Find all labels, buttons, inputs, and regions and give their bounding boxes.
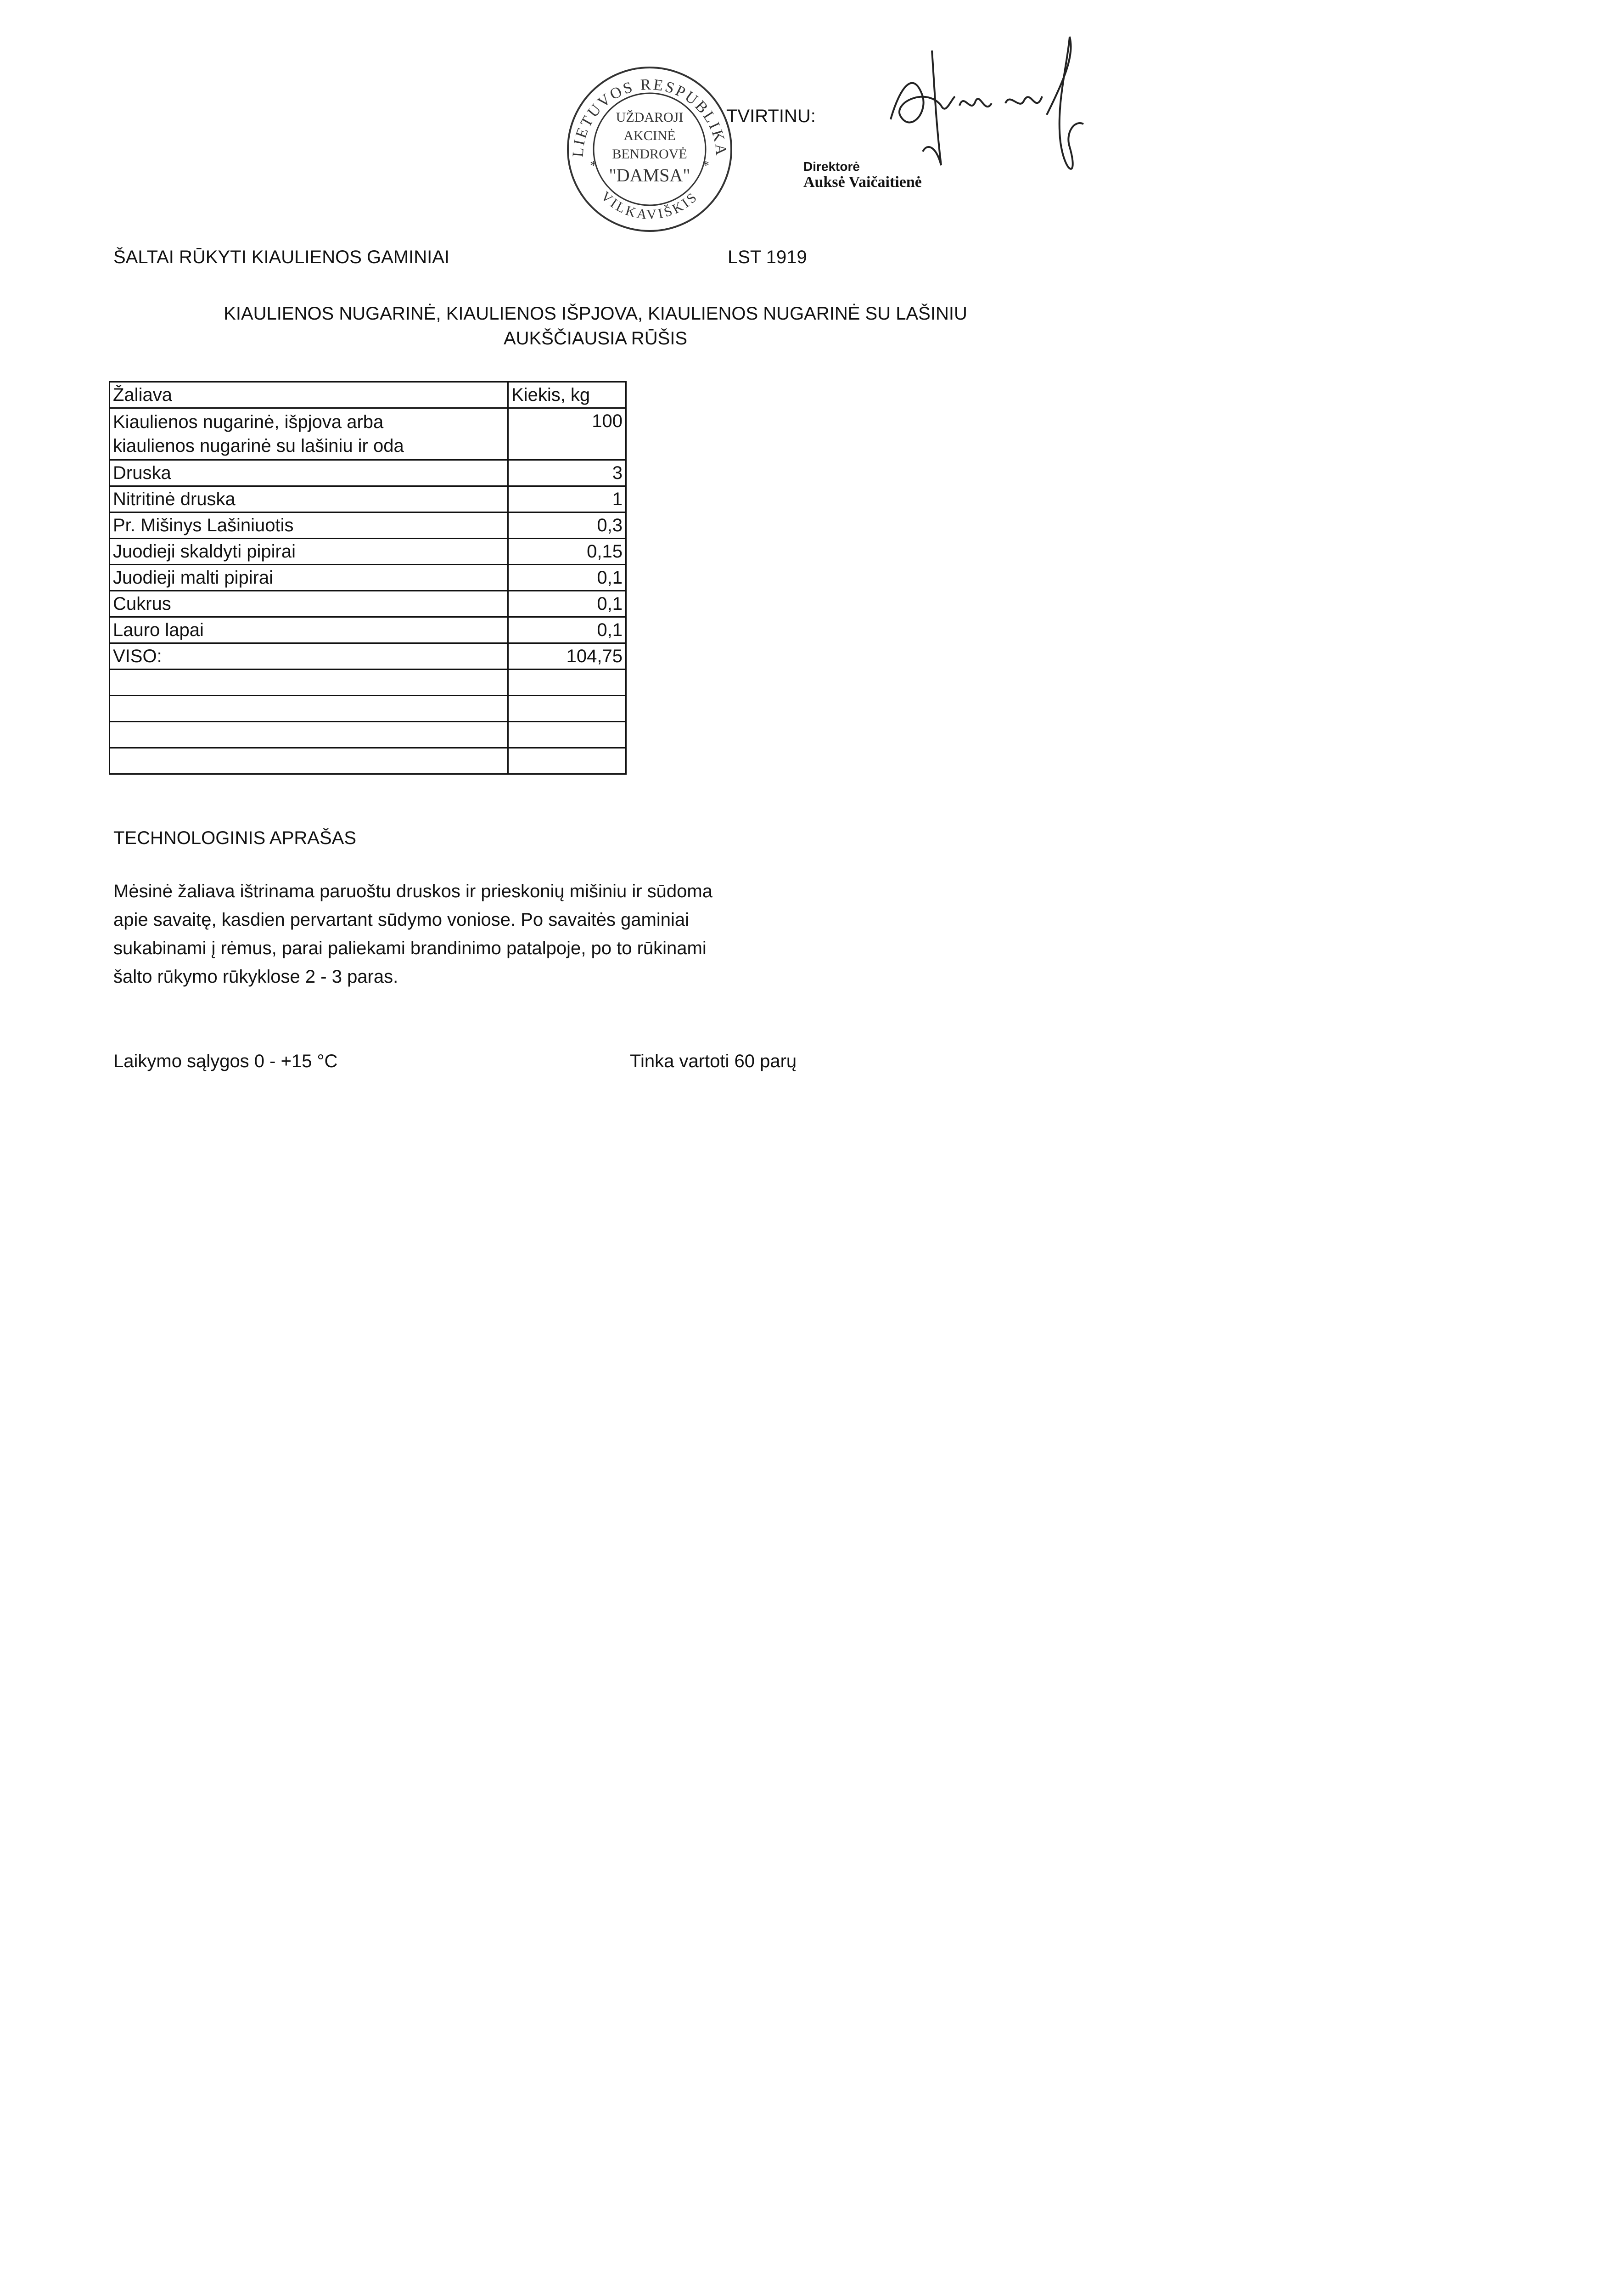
standard-code: LST 1919: [728, 247, 807, 267]
table-row: [110, 565, 626, 591]
header-quantity: Kiekis, kg: [508, 382, 626, 408]
technology-line: šalto rūkymo rūkyklose 2 - 3 paras.: [113, 967, 398, 987]
ingredient-qty: 3: [508, 460, 626, 486]
total-label: VISO:: [110, 643, 508, 670]
shelf-life: Tinka vartoti 60 parų: [630, 1051, 797, 1071]
ingredient-name: Juodieji malti pipirai: [110, 565, 508, 591]
ingredient-name: Juodieji skaldyti pipirai: [110, 539, 508, 565]
svg-text:*: *: [702, 158, 709, 173]
svg-text:BENDROVĖ: BENDROVĖ: [612, 146, 687, 162]
ingredient-name: Nitritinė druska: [110, 486, 508, 512]
technology-description: [113, 877, 779, 991]
svg-text:*: *: [590, 158, 597, 173]
company-seal: [565, 64, 735, 234]
ingredient-qty: 0,3: [508, 512, 626, 539]
table-row: [110, 539, 626, 565]
ingredient-qty: 0,1: [508, 617, 626, 643]
product-category: ŠALTAI RŪKYTI KIAULIENOS GAMINIAI: [113, 247, 450, 267]
ingredient-name: Druska: [110, 460, 508, 486]
document-grade: AUKŠČIAUSIA RŪŠIS: [503, 328, 688, 349]
ingredients-table: [109, 381, 627, 775]
ingredient-name: [110, 408, 508, 460]
storage-conditions: Laikymo sąlygos 0 - +15 °C: [113, 1051, 338, 1071]
ingredient-name: Cukrus: [110, 591, 508, 617]
table-row: [110, 512, 626, 539]
table-row: [110, 408, 626, 460]
ingredient-qty: 0,15: [508, 539, 626, 565]
ingredient-name-line: kiaulienos nugarinė su lašiniu ir oda: [113, 436, 404, 456]
seal-ring-text: LIETUVOS RESPUBLIKA: [569, 76, 730, 158]
ingredient-name: Lauro lapai: [110, 617, 508, 643]
ingredient-name: Pr. Mišinys Lašiniuotis: [110, 512, 508, 539]
seal-bottom-text: VILKAVIŠKIS: [598, 188, 701, 223]
technology-line: Mėsinė žaliava ištrinama paruoštu druskos ir prieskonių mišiniu ir sūdoma: [113, 881, 712, 901]
ingredient-qty: 0,1: [508, 565, 626, 591]
table-row: [110, 460, 626, 486]
document-title: KIAULIENOS NUGARINĖ, KIAULIENOS IŠPJOVA, KIAULIENOS NUGARINĖ SU LAŠINIU: [224, 304, 967, 324]
director-role: Direktorė: [803, 159, 860, 174]
technology-line: apie savaitę, kasdien pervartant sūdymo voniose. Po savaitės gaminiai: [113, 910, 690, 930]
ingredient-qty: 0,1: [508, 591, 626, 617]
empty-row: [110, 722, 626, 748]
table-row: [110, 591, 626, 617]
header-ingredient: Žaliava: [110, 382, 508, 408]
empty-row: [110, 696, 626, 722]
approve-label: TVIRTINU:: [726, 106, 816, 126]
empty-row: [110, 670, 626, 696]
director-name: Auksė Vaičaitienė: [803, 174, 922, 191]
empty-row: [110, 748, 626, 774]
svg-text:AKCINĖ: AKCINĖ: [623, 128, 676, 143]
table-header-row: [110, 382, 626, 408]
table-row: [110, 617, 626, 643]
ingredient-qty: 100: [508, 408, 626, 460]
table-total-row: [110, 643, 626, 670]
ingredient-name-line: Kiaulienos nugarinė, išpjova arba: [113, 412, 384, 432]
total-qty: 104,75: [508, 643, 626, 670]
technology-heading: TECHNOLOGINIS APRAŠAS: [113, 828, 357, 848]
technology-line: sukabinami į rėmus, parai paliekami brandinimo patalpoje, po to rūkinami: [113, 938, 707, 958]
ingredient-qty: 1: [508, 486, 626, 512]
svg-text:"DAMSA": "DAMSA": [609, 165, 690, 186]
svg-text:UŽDAROJI: UŽDAROJI: [616, 110, 684, 125]
table-row: [110, 486, 626, 512]
